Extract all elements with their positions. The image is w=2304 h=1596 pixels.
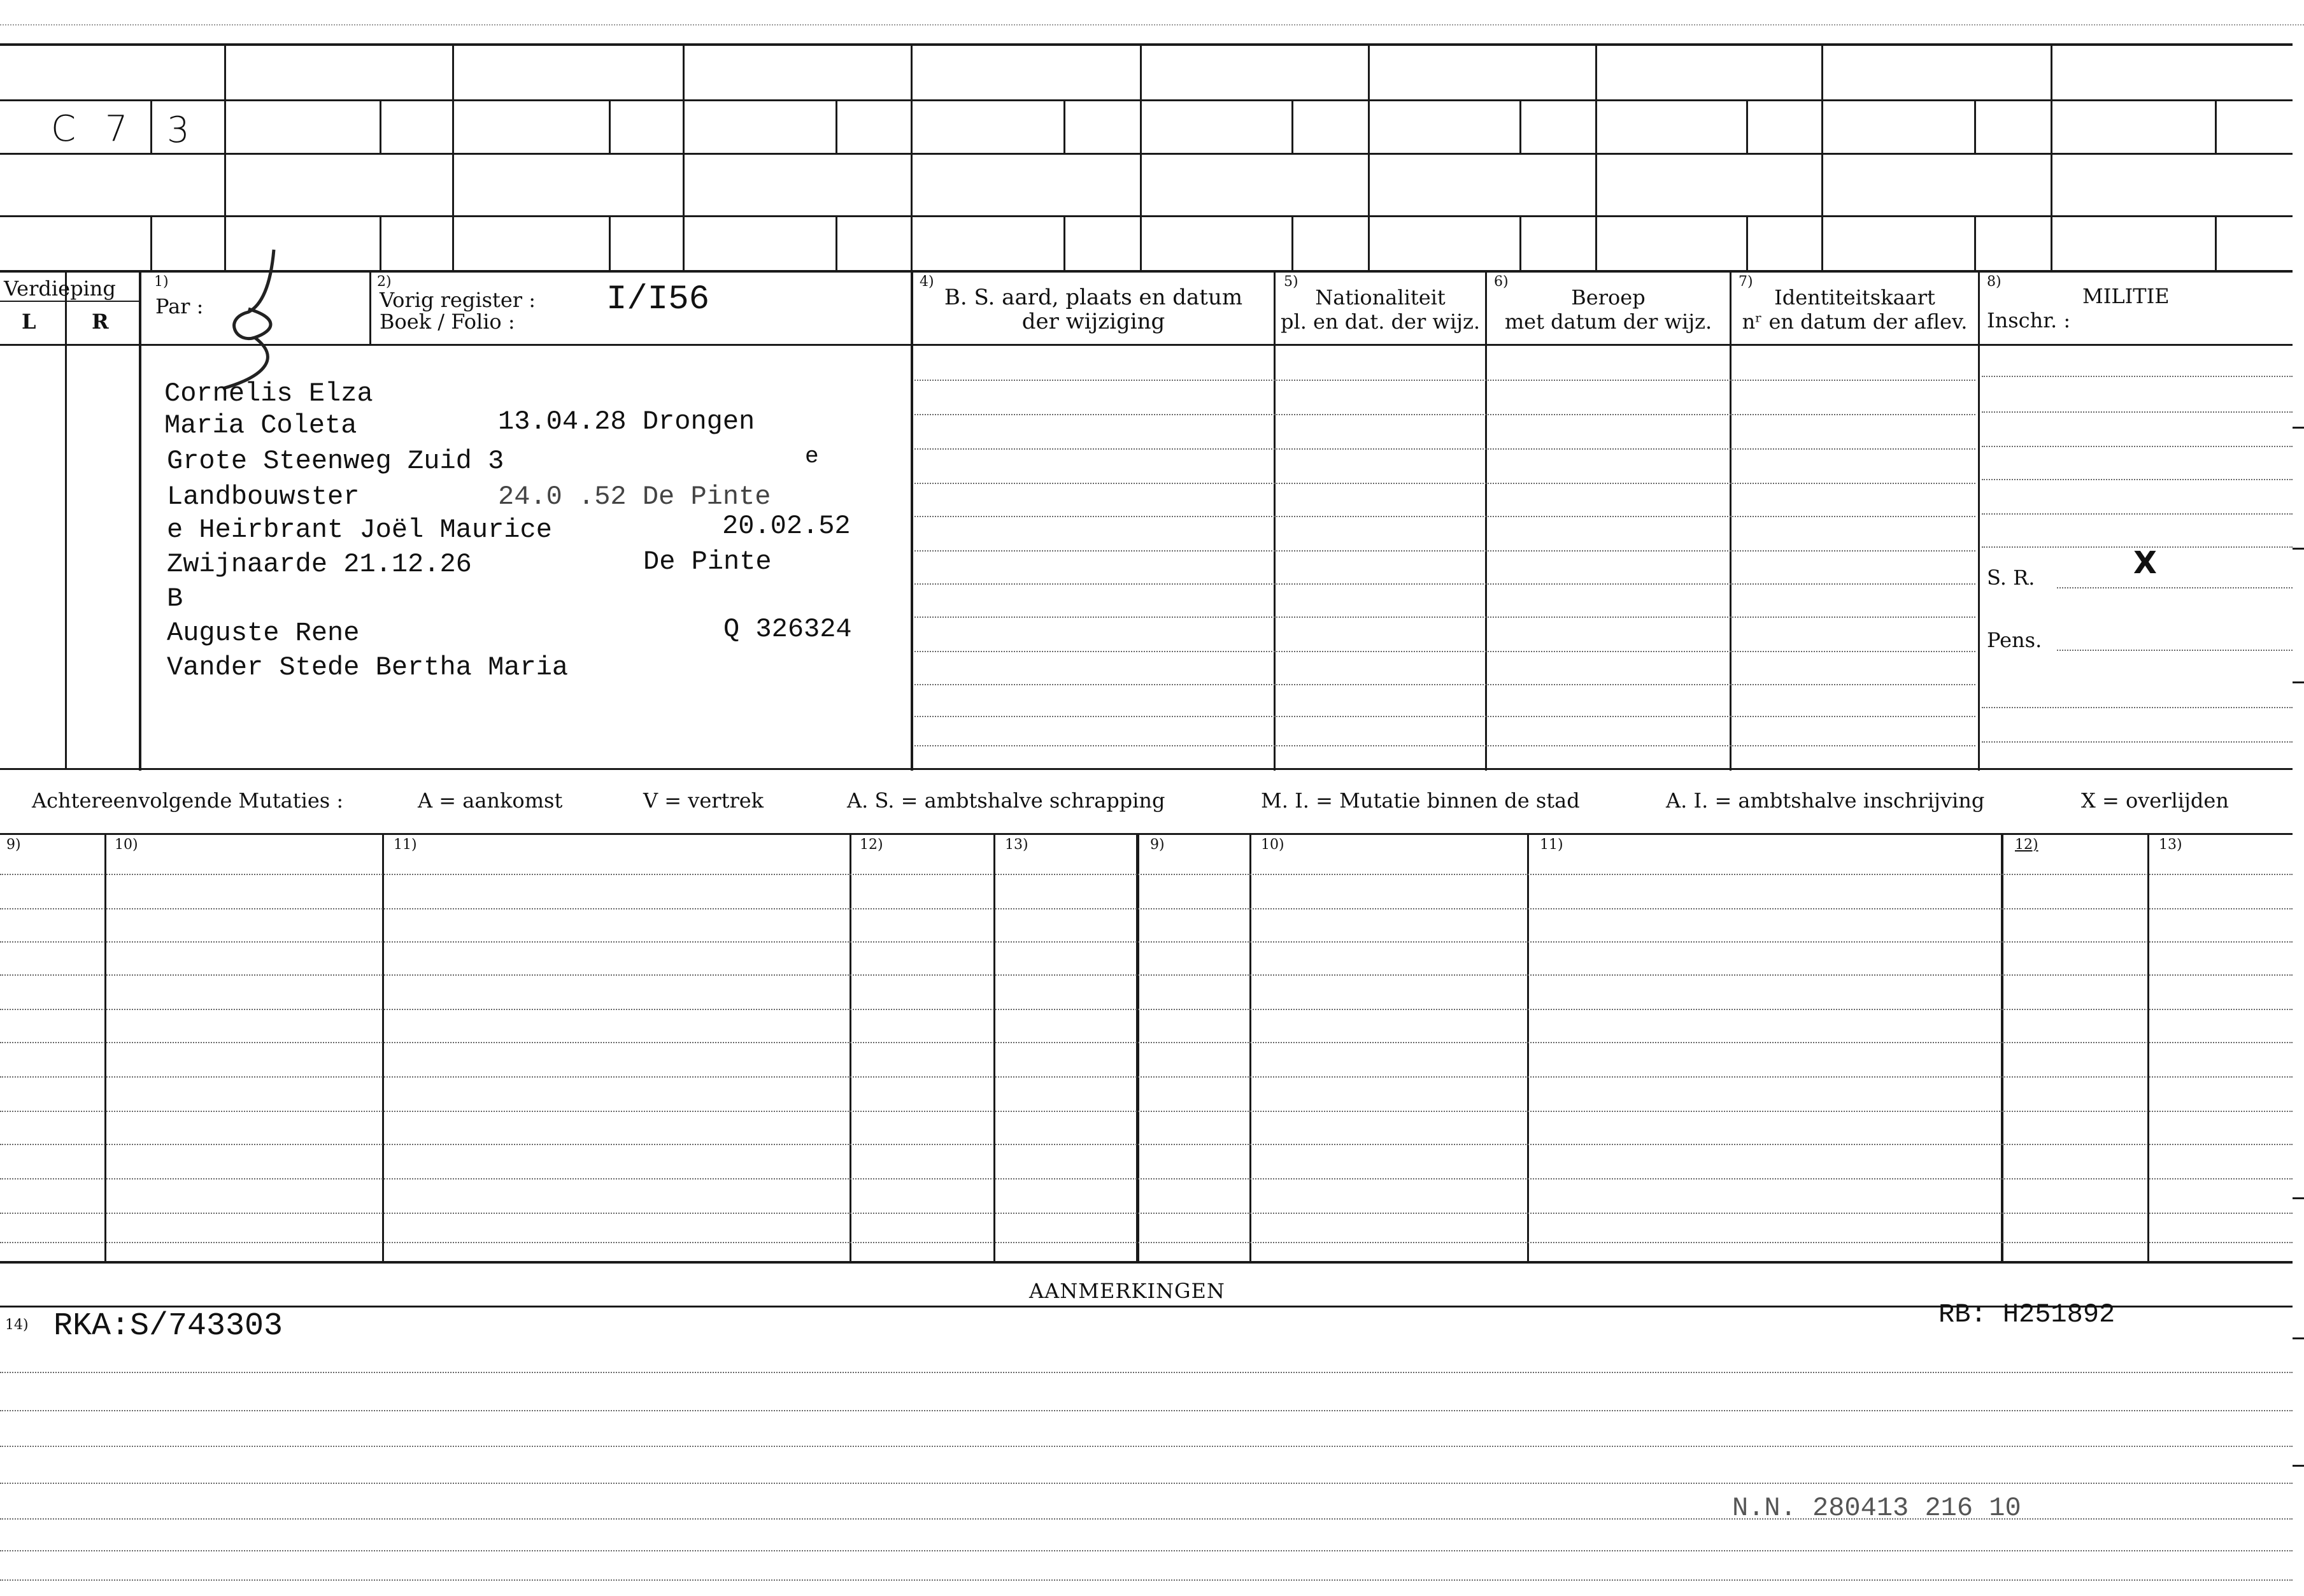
person-line-7: B bbox=[167, 583, 183, 614]
mut-right-col-9: 9) bbox=[1150, 837, 1165, 853]
aanmerkingen-title: AANMERKINGEN bbox=[1029, 1279, 1225, 1303]
person-line-5: e Heirbrant Joël Maurice bbox=[167, 515, 552, 545]
identiteitskaart-header-line2: nʳ en datum der aflev. bbox=[1742, 310, 1968, 334]
mut-left-col-9: 9) bbox=[6, 837, 21, 853]
mut-right-col-11: 11) bbox=[1540, 837, 1563, 853]
par-label: Par : bbox=[155, 294, 204, 318]
mutaties-title: Achtereenvolgende Mutaties : bbox=[32, 788, 344, 813]
beroep-header-line2: met datum der wijz. bbox=[1504, 310, 1712, 334]
verdieping-label: Verdieping bbox=[4, 276, 116, 301]
bs-header-line2: der wijziging bbox=[1021, 309, 1165, 334]
person-line-1: Cornelis Elza bbox=[164, 378, 373, 409]
field-6-number: 6) bbox=[1494, 274, 1509, 290]
mutatie-aankomst: A = aankomst bbox=[418, 788, 563, 813]
person-line-6-mid: De Pinte bbox=[643, 546, 772, 577]
mutatie-ambtshalve-inschrijving: A. I. = ambtshalve inschrijving bbox=[1666, 788, 1985, 813]
field-7-number: 7) bbox=[1739, 274, 1753, 290]
sr-value: X bbox=[2133, 545, 2158, 581]
field-14-number: 14) bbox=[5, 1317, 29, 1333]
person-line-8: Auguste Rene bbox=[167, 618, 360, 648]
bs-header-line1: B. S. aard, plaats en datum bbox=[944, 285, 1243, 310]
mut-right-col-10: 10) bbox=[1261, 837, 1284, 853]
sr-label: S. R. bbox=[1987, 566, 2035, 590]
person-line-3: Grote Steenweg Zuid 3 bbox=[167, 446, 504, 476]
mut-left-col-11: 11) bbox=[394, 837, 417, 853]
mut-left-col-13: 13) bbox=[1005, 837, 1028, 853]
field-1-number: 1) bbox=[154, 274, 169, 290]
pens-label: Pens. bbox=[1987, 628, 2042, 652]
person-line-2: Maria Coleta bbox=[164, 410, 357, 441]
mutatie-ambtshalve-schrapping: A. S. = ambtshalve schrapping bbox=[847, 788, 1165, 813]
person-line-9: Vander Stede Bertha Maria bbox=[167, 652, 569, 683]
nationaliteit-header-line1: Nationaliteit bbox=[1315, 285, 1446, 310]
handwritten-mark-icon bbox=[210, 248, 299, 395]
person-line-6: Zwijnaarde 21.12.26 bbox=[167, 549, 472, 580]
field-5-number: 5) bbox=[1284, 274, 1298, 290]
boek-folio-label: Boek / Folio : bbox=[380, 310, 515, 334]
mutatie-binnen-stad: M. I. = Mutatie binnen de stad bbox=[1261, 788, 1580, 813]
column-L-label: L bbox=[22, 310, 36, 334]
field-2-number: 2) bbox=[377, 274, 392, 290]
person-line-4: Landbouwster bbox=[167, 481, 360, 512]
column-R-label: R bbox=[92, 310, 109, 334]
vorig-register-label: Vorig register : bbox=[380, 288, 536, 312]
field-4-number: 4) bbox=[920, 274, 934, 290]
rka-value: RKA:S/743303 bbox=[53, 1308, 283, 1344]
person-line-2-mid: 13.04.28 Drongen bbox=[498, 406, 755, 437]
person-line-3-right: e bbox=[805, 443, 819, 469]
person-line-5-right: 20.02.52 bbox=[722, 511, 851, 541]
vorig-register-value: I/I56 bbox=[606, 280, 710, 319]
mut-left-col-12: 12) bbox=[860, 837, 883, 853]
top-code-left: C 7 bbox=[51, 108, 137, 150]
person-line-4-mid: 24.0 .52 De Pinte bbox=[498, 481, 771, 512]
field-8-number: 8) bbox=[1987, 274, 2002, 290]
mut-right-col-12: 12) bbox=[2015, 837, 2038, 853]
nn-value: N.N. 280413 216 10 bbox=[1732, 1493, 2021, 1523]
mutatie-overlijden: X = overlijden bbox=[2081, 788, 2229, 813]
identiteitskaart-header-line1: Identiteitskaart bbox=[1774, 285, 1935, 310]
inschr-label: Inschr. : bbox=[1987, 308, 2071, 332]
beroep-header-line1: Beroep bbox=[1571, 285, 1646, 310]
militie-label: MILITIE bbox=[2082, 284, 2170, 308]
rb-value: RB: H251892 bbox=[1938, 1299, 2116, 1330]
person-line-8-right: Q 326324 bbox=[723, 614, 852, 645]
top-code-right: 3 bbox=[167, 110, 190, 151]
nationaliteit-header-line2: pl. en dat. der wijz. bbox=[1280, 310, 1480, 334]
mut-left-col-10: 10) bbox=[115, 837, 138, 853]
mut-right-col-13: 13) bbox=[2159, 837, 2182, 853]
mutatie-vertrek: V = vertrek bbox=[643, 788, 764, 813]
